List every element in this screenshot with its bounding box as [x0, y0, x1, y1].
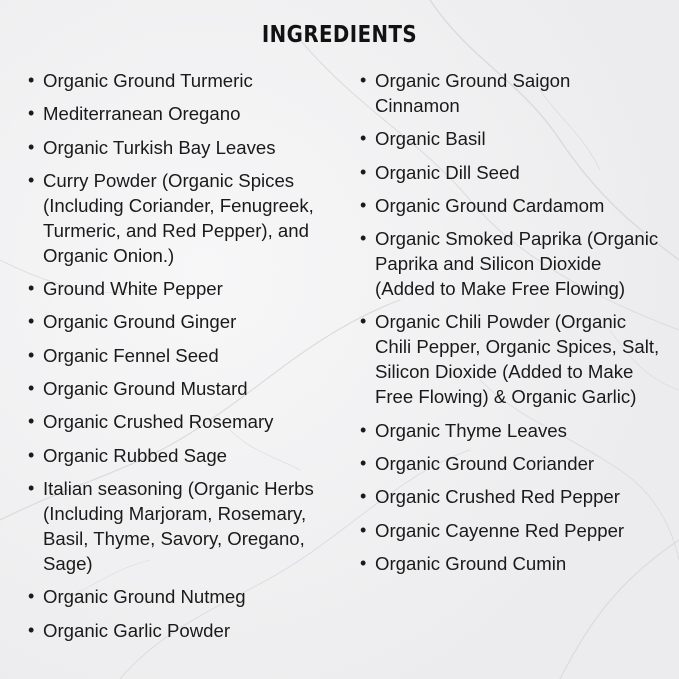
- list-item: • Organic Chili Powder (Organic Chili Pepper, Organic Spices, Salt, Silicon Dioxide (Added to Make Free Flowing) & Organic Garlic): [360, 309, 660, 409]
- list-item: • Organic Turkish Bay Leaves: [28, 135, 333, 160]
- list-item: • Organic Cayenne Red Pepper: [360, 518, 660, 543]
- list-item: • Organic Ground Cumin: [360, 551, 660, 576]
- list-item: • Organic Ground Nutmeg: [28, 584, 333, 609]
- list-item: • Italian seasoning (Organic Herbs (Including Marjoram, Rosemary, Basil, Thyme, Savory, Oregano, Sage): [28, 476, 333, 576]
- list-item: • Organic Ground Coriander: [360, 451, 660, 476]
- list-item: • Organic Fennel Seed: [28, 343, 333, 368]
- list-item: • Organic Dill Seed: [360, 160, 660, 185]
- list-item: • Organic Ground Saigon Cinnamon: [360, 68, 660, 118]
- list-item: • Organic Ground Mustard: [28, 376, 333, 401]
- list-item: • Organic Ground Cardamom: [360, 193, 660, 218]
- list-item: • Organic Thyme Leaves: [360, 418, 660, 443]
- list-item: • Organic Ground Ginger: [28, 309, 333, 334]
- list-item: • Curry Powder (Organic Spices (Including Coriander, Fenugreek, Turmeric, and Red Pepper), and Organic Onion.): [28, 168, 333, 268]
- list-item: • Organic Crushed Red Pepper: [360, 484, 660, 509]
- list-item: • Organic Smoked Paprika (Organic Paprika and Silicon Dioxide (Added to Make Free Flowing): [360, 226, 660, 301]
- list-item: • Organic Garlic Powder: [28, 618, 333, 643]
- ingredients-list-left: [28, 68, 333, 651]
- list-item: • Organic Ground Turmeric: [28, 68, 333, 93]
- list-item: • Organic Crushed Rosemary: [28, 409, 333, 434]
- ingredients-heading: INGREDIENTS: [261, 22, 418, 48]
- ingredients-list-right: [360, 68, 660, 584]
- list-item: • Organic Basil: [360, 126, 660, 151]
- list-item: • Organic Rubbed Sage: [28, 443, 333, 468]
- list-item: • Ground White Pepper: [28, 276, 333, 301]
- list-item: • Mediterranean Oregano: [28, 101, 333, 126]
